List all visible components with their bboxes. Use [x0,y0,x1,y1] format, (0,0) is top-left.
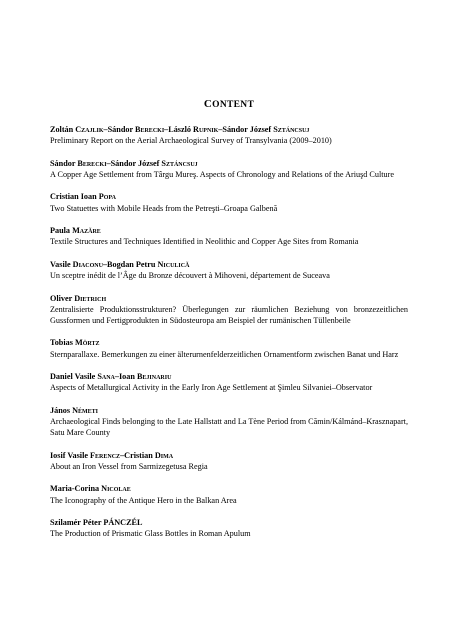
entry-title: Sternparallaxe. Bemerkungen zu einer älterurnenfelderzeitlichen Ornamentform zwischen Banat und Harz [50,349,399,359]
toc-entry [50,405,408,439]
entry-title: Two Statuettes with Mobile Heads from the Petreşti–Groapa Galbenă [50,203,278,213]
entry-title: The Iconography of the Antique Hero in the Balkan Area [50,495,237,505]
entry-authors [50,517,408,528]
contents-heading [50,98,408,110]
entry-authors [50,191,408,202]
author-surname: Németi [72,405,98,415]
author-given-name: Tobias [50,338,75,348]
author-surname: Rupnik [193,125,219,134]
heading-initial: C [203,98,213,110]
author-given-name: Cristian Ioan [50,192,99,202]
author-given-name: –Bogdan Petru [102,259,158,269]
table-of-contents [50,124,408,540]
entry-title: Textile Structures and Techniques Identified in Neolithic and Copper Age Sites from Romania [50,237,359,247]
entry-authors [50,483,408,494]
author-given-name: Daniel Vasile [50,372,98,382]
author-surname: Bejinariu [136,372,172,382]
author-given-name: Maria-Corina [50,484,102,494]
toc-entry [50,225,408,247]
entry-authors [50,158,408,169]
author-given-name: Szilamér Péter [50,518,104,528]
author-surname: Sztáncsuj [161,158,198,168]
author-given-name: Oliver [50,293,75,303]
author-given-name: János [50,405,73,415]
author-given-name: –László [164,125,194,134]
author-surname: Berecki [135,125,165,134]
entry-authors [50,225,408,236]
toc-entry [50,371,408,393]
author-given-name: –Ioan [114,372,137,382]
author-given-name: –Sándor [103,125,136,134]
author-given-name: –Cristian [120,450,155,460]
toc-entry [50,259,408,281]
entry-authors [50,450,408,461]
toc-entry [50,158,408,180]
toc-entry [50,517,408,539]
author-surname: Nicolae [101,484,131,494]
author-surname: Diaconu [72,259,103,269]
author-surname: Popa [98,192,116,202]
entry-authors [50,337,408,348]
entry-title: The Production of Prismatic Glass Bottles in Roman Apulum [50,529,251,539]
toc-entry [50,293,408,327]
heading-rest: ONTENT [212,100,255,110]
toc-entry [50,337,408,359]
author-surname: Mazăre [72,226,101,236]
toc-entry [50,191,408,213]
entry-title: A Copper Age Settlement from Târgu Mureş. Aspects of Chronology and Relations of the Ariuşd Culture [50,169,394,179]
author-surname: Niculică [157,259,190,269]
author-surname: Berecki [77,158,107,168]
author-given-name: Iosif Vasile [50,450,91,460]
author-surname: Ferencz [90,450,121,460]
entry-title: Archaeological Finds belonging to the Late Hallstatt and La Tène Period from Cămin/Kálmánd–Krasznapart, Satu Mare County [50,417,408,438]
entry-title: Un sceptre inédit de l’Âge du Bronze découvert à Mihoveni, département de Suceava [50,271,330,281]
author-given-name: Paula [50,226,73,236]
author-surname: Sztáncsuj [273,125,310,134]
author-surname: Dietrich [74,293,107,303]
entry-title: Zentralisierte Produktionsstrukturen? Überlegungen zur räumlichen Beziehung von bronzezeitlichen Gussformen und Fertigprodukten in Südosteuropa am Beispiel der rumänischen Tüllenbeile [50,304,408,325]
author-surname: PÁNCZÉL [103,518,143,528]
author-given-name: –Sándor József [218,125,274,134]
entry-title: Aspects of Metallurgical Activity in the Early Iron Age Settlement at Şimleu Silvaniei–Observator [50,383,373,393]
author-surname: Czajlik [75,125,104,134]
author-surname: Sana [97,372,115,382]
entry-authors [50,124,408,135]
entry-title: Preliminary Report on the Aerial Archaeological Survey of Transylvania (2009–2010) [50,136,332,146]
author-given-name: Zoltán [50,125,76,134]
entry-authors [50,405,408,416]
author-given-name: Vasile [50,259,73,269]
entry-authors [50,293,408,304]
entry-title: About an Iron Vessel from Sarmizegetusa Regia [50,461,208,471]
toc-entry [50,483,408,505]
toc-entry [50,450,408,472]
author-given-name: Sándor [50,158,78,168]
author-surname: Dima [154,450,174,460]
toc-entry [50,124,408,146]
entry-authors [50,371,408,382]
author-given-name: –Sándor József [106,158,162,168]
author-surname: Mörtz [74,338,100,348]
entry-authors [50,259,408,270]
